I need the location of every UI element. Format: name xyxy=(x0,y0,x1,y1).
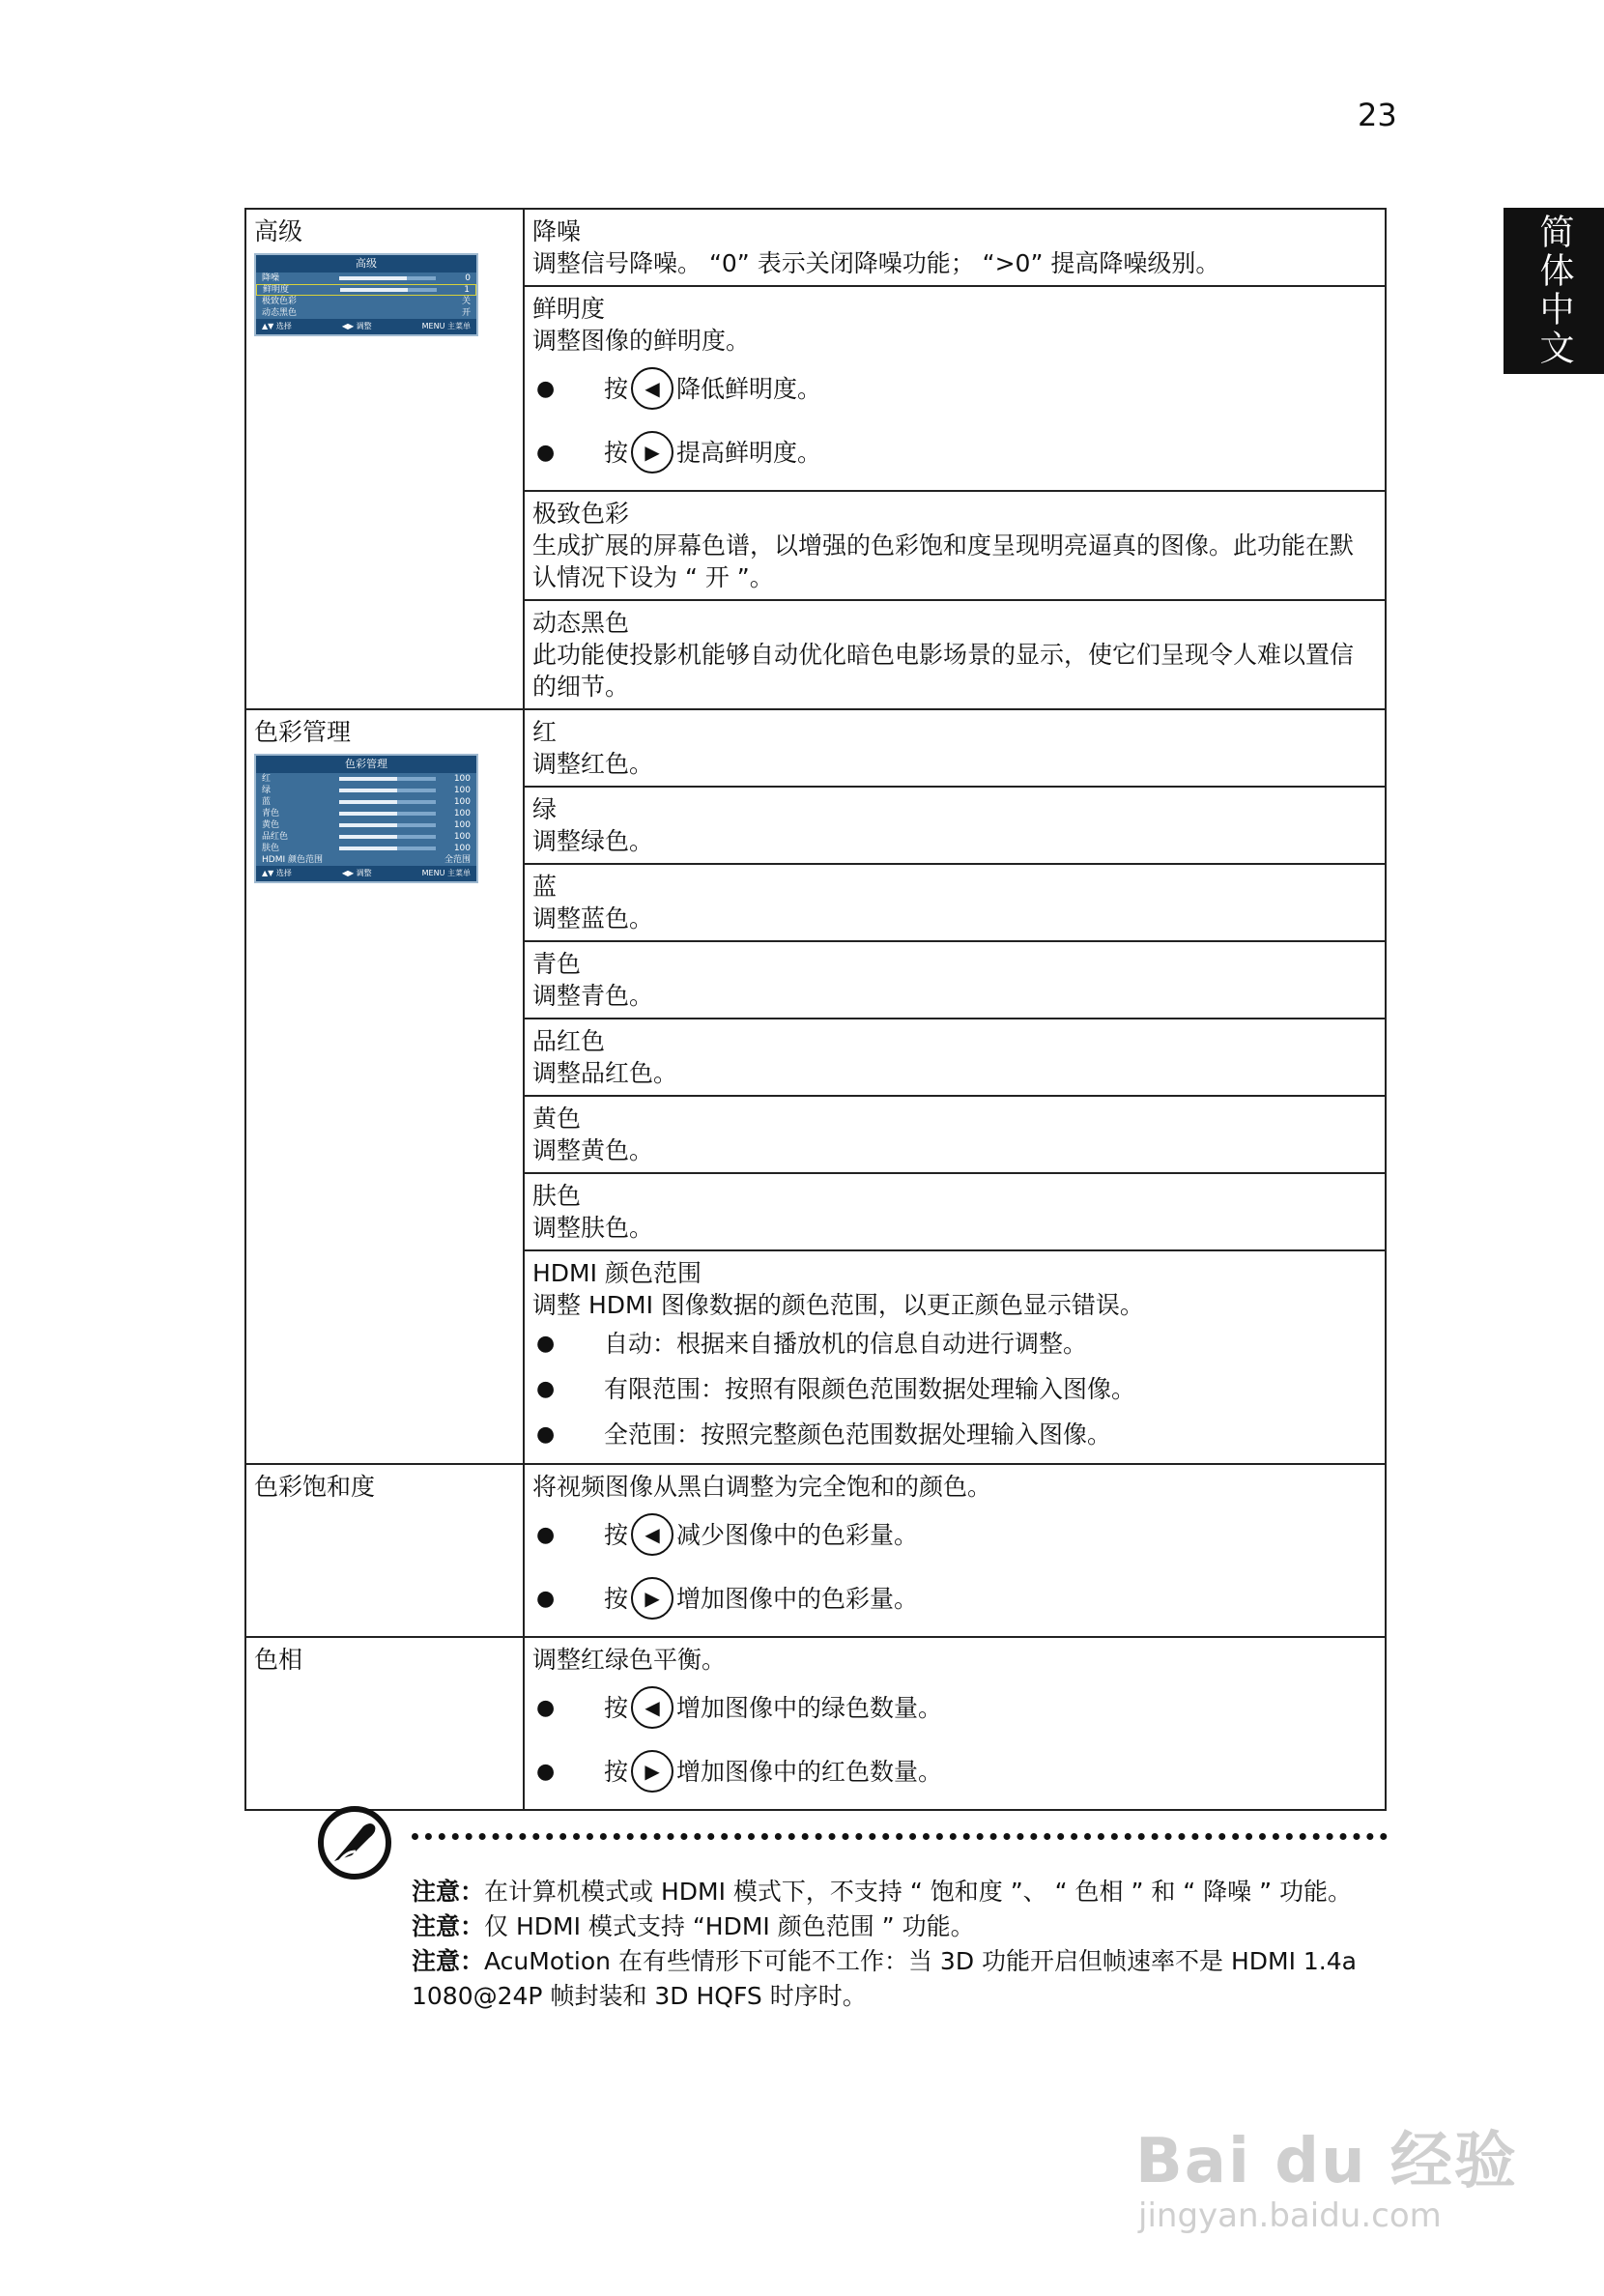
osd-menu-value: 100 xyxy=(453,786,471,795)
description-cell xyxy=(524,1250,1386,1464)
right-arrow-button-icon: ▶ xyxy=(631,1750,673,1793)
note-3 xyxy=(412,1944,1388,2014)
description-cell xyxy=(524,1637,1386,1810)
table-row xyxy=(245,209,1386,286)
note-label: 注意： xyxy=(412,1912,485,1940)
feature-cell xyxy=(245,209,524,709)
osd-slider-fill xyxy=(339,800,397,804)
note-divider xyxy=(412,1833,1388,1840)
feature-title: 色相 xyxy=(254,1646,303,1674)
bullet-text: 减少图像中的色彩量。 xyxy=(676,1520,919,1549)
bullet-text: 增加图像中的红色数量。 xyxy=(676,1757,943,1786)
osd-slider xyxy=(339,800,436,804)
feature-cell xyxy=(245,709,524,1464)
osd-menu-value: 100 xyxy=(453,797,471,807)
osd-menu-screenshot xyxy=(254,253,478,336)
table-row xyxy=(245,709,1386,787)
bullet-text: 全范围：按照完整颜色范围数据处理输入图像。 xyxy=(604,1421,1112,1449)
description-cell xyxy=(524,491,1386,600)
note-1 xyxy=(412,1875,1388,1909)
item-title: 降噪 xyxy=(532,217,582,245)
bullet-item xyxy=(532,1412,1377,1457)
bullet-prefix: 按 xyxy=(604,1757,629,1786)
item-title: 肤色 xyxy=(532,1182,582,1210)
bullet-text: 降低鲜明度。 xyxy=(676,374,822,403)
item-description: 调整蓝色。 xyxy=(532,904,654,933)
left-arrow-button-icon: ◀ xyxy=(631,1686,673,1729)
osd-footer-hint: MENU 主菜单 xyxy=(421,869,471,877)
item-title: 绿 xyxy=(532,795,558,823)
osd-menu-title: 高级 xyxy=(256,255,476,273)
item-description: 调整青色。 xyxy=(532,982,654,1010)
description-cell xyxy=(524,209,1386,286)
bullet-prefix: 按 xyxy=(604,1520,629,1549)
settings-table xyxy=(244,208,1387,1811)
osd-slider xyxy=(339,835,436,839)
bullet-text: 增加图像中的绿色数量。 xyxy=(676,1693,943,1722)
osd-menu-row xyxy=(256,296,476,307)
bullet-item xyxy=(532,1321,1377,1366)
bullet-item xyxy=(532,420,1377,484)
bullet-text: 自动：根据来自播放机的信息自动进行调整。 xyxy=(604,1330,1088,1358)
osd-menu-label: 鲜明度 xyxy=(263,285,290,295)
osd-slider xyxy=(339,823,436,827)
bullet-prefix: 按 xyxy=(604,438,629,467)
note-2 xyxy=(412,1909,1388,1944)
osd-menu-footer xyxy=(256,319,476,334)
item-description: 调整 HDMI 图像数据的颜色范围，以更正颜色显示错误。 xyxy=(532,1291,1144,1319)
note-text: AcuMotion 在有些情形下可能不工作：当 3D 功能开启但帧速率不是 HDMI 1.4a 1080@24P 帧封装和 3D HQFS 时序时。 xyxy=(412,1947,1357,2010)
description-cell xyxy=(524,864,1386,941)
bullet-item xyxy=(532,1566,1377,1630)
osd-slider-fill xyxy=(339,789,397,792)
osd-menu-label: 品红色 xyxy=(262,832,289,842)
osd-slider-fill xyxy=(339,823,397,827)
item-description: 调整黄色。 xyxy=(532,1136,654,1164)
page-number: 23 xyxy=(1358,97,1397,133)
item-description: 调整信号降噪。 “0” 表示关闭降噪功能； “>0” 提高降噪级别。 xyxy=(532,249,1220,277)
bullet-item xyxy=(532,1739,1377,1803)
osd-slider xyxy=(339,276,436,280)
note-label: 注意： xyxy=(412,1878,485,1906)
item-description: 调整肤色。 xyxy=(532,1214,654,1242)
feature-cell xyxy=(245,1637,524,1810)
bullet-item xyxy=(532,1366,1377,1412)
osd-menu-value: 开 xyxy=(461,308,471,318)
item-description: 调整红色。 xyxy=(532,750,654,778)
table-row xyxy=(245,1637,1386,1810)
bullet-item xyxy=(532,1676,1377,1739)
item-description: 生成扩展的屏幕色谱，以增强的色彩饱和度呈现明亮逼真的图像。此功能在默认情况下设为 “ 开 ”。 xyxy=(532,531,1355,591)
description-cell xyxy=(524,709,1386,787)
watermark-logo: Bai du 经验 xyxy=(1135,2126,1518,2197)
language-tab-label: 简体中文 xyxy=(1534,214,1574,368)
osd-slider xyxy=(339,789,436,792)
feature-title: 高级 xyxy=(254,217,303,245)
osd-footer-hint: ▲▼ 选择 xyxy=(262,322,292,330)
watermark-url: jingyan.baidu.com xyxy=(1138,2196,1442,2235)
osd-menu-label: 降噪 xyxy=(262,273,280,283)
osd-menu-row xyxy=(256,819,476,831)
bullet-prefix: 按 xyxy=(604,1584,629,1613)
item-description: 调整红绿色平衡。 xyxy=(532,1646,727,1674)
item-title: 青色 xyxy=(532,950,582,978)
bullet-text: 提高鲜明度。 xyxy=(676,438,822,467)
osd-menu-value: 100 xyxy=(453,774,471,784)
osd-menu-label: 极致色彩 xyxy=(262,297,298,306)
description-cell xyxy=(524,941,1386,1019)
bullet-text: 增加图像中的色彩量。 xyxy=(676,1584,919,1613)
note-text: 在计算机模式或 HDMI 模式下，不支持 “ 饱和度 ”、 “ 色相 ” 和 “ 降噪 ” 功能。 xyxy=(484,1878,1353,1906)
description-cell xyxy=(524,787,1386,864)
osd-footer-hint: ▲▼ 选择 xyxy=(262,869,292,877)
item-description: 此功能使投影机能够自动优化暗色电影场景的显示，使它们呈现令人难以置信的细节。 xyxy=(532,641,1355,701)
osd-menu-row xyxy=(256,773,476,785)
item-title: 动态黑色 xyxy=(532,609,630,637)
osd-footer-hint: ◀▶ 调整 xyxy=(341,322,372,330)
osd-menu-label: 绿 xyxy=(262,786,272,795)
bullet-dot-icon: ● xyxy=(536,1586,556,1611)
osd-menu-row xyxy=(256,808,476,819)
osd-menu-screenshot xyxy=(254,754,478,883)
osd-slider-fill xyxy=(339,276,407,280)
osd-slider-fill xyxy=(339,777,397,781)
description-cell xyxy=(524,1464,1386,1637)
osd-slider xyxy=(340,288,437,292)
description-cell xyxy=(524,1173,1386,1250)
bullet-text: 有限范围：按照有限颜色范围数据处理输入图像。 xyxy=(604,1375,1136,1403)
bullet-item xyxy=(532,357,1377,420)
table-row xyxy=(245,1464,1386,1637)
description-cell xyxy=(524,1019,1386,1096)
osd-menu-label: 红 xyxy=(262,774,272,784)
bullet-dot-icon: ● xyxy=(536,1522,556,1547)
bullet-item xyxy=(532,1503,1377,1566)
item-title: 极致色彩 xyxy=(532,500,630,528)
item-title: 黄色 xyxy=(532,1105,582,1133)
item-title: HDMI 颜色范围 xyxy=(532,1259,702,1287)
osd-menu-title: 色彩管理 xyxy=(256,756,476,773)
bullet-dot-icon: ● xyxy=(536,1695,556,1720)
osd-menu-label: 肤色 xyxy=(262,844,280,853)
osd-menu-row xyxy=(256,854,476,866)
note-pen-icon xyxy=(317,1805,392,1880)
item-title: 鲜明度 xyxy=(532,295,606,323)
feature-cell xyxy=(245,1464,524,1637)
osd-menu-row xyxy=(256,273,476,284)
description-cell xyxy=(524,286,1386,491)
feature-title: 色彩饱和度 xyxy=(254,1473,376,1501)
osd-menu-value: 100 xyxy=(453,832,471,842)
item-description: 将视频图像从黑白调整为完全饱和的颜色。 xyxy=(532,1473,992,1501)
osd-slider xyxy=(339,847,436,850)
osd-menu-value: 100 xyxy=(453,844,471,853)
right-arrow-button-icon: ▶ xyxy=(631,431,673,474)
osd-menu-label: 黄色 xyxy=(262,820,280,830)
item-title: 蓝 xyxy=(532,873,558,901)
left-arrow-button-icon: ◀ xyxy=(631,1513,673,1556)
osd-slider-fill xyxy=(339,812,397,816)
right-arrow-button-icon: ▶ xyxy=(631,1577,673,1620)
item-description: 调整图像的鲜明度。 xyxy=(532,327,751,355)
bullet-prefix: 按 xyxy=(604,374,629,403)
osd-menu-row xyxy=(256,307,476,319)
bullet-dot-icon: ● xyxy=(536,1332,556,1356)
osd-menu-value: 1 xyxy=(464,285,470,295)
item-description: 调整绿色。 xyxy=(532,827,654,855)
feature-title: 色彩管理 xyxy=(254,718,352,746)
osd-menu-label: 蓝 xyxy=(262,797,272,807)
osd-slider xyxy=(339,812,436,816)
item-description: 调整品红色。 xyxy=(532,1059,678,1087)
osd-menu-value: 关 xyxy=(461,297,471,306)
bullet-prefix: 按 xyxy=(604,1693,629,1722)
baidu-watermark xyxy=(1135,2053,1522,2247)
osd-slider-fill xyxy=(339,847,397,850)
osd-slider xyxy=(339,777,436,781)
item-title: 红 xyxy=(532,718,558,746)
osd-menu-value: 100 xyxy=(453,809,471,818)
osd-menu-row xyxy=(256,843,476,854)
osd-menu-value: 0 xyxy=(465,273,471,283)
osd-footer-hint: MENU 主菜单 xyxy=(421,322,471,330)
description-cell xyxy=(524,1096,1386,1173)
bullet-dot-icon: ● xyxy=(536,1377,556,1401)
osd-slider-fill xyxy=(339,835,397,839)
notes-block xyxy=(412,1875,1388,2014)
osd-menu-row xyxy=(256,796,476,808)
osd-slider-fill xyxy=(340,288,408,292)
osd-menu-row xyxy=(256,831,476,843)
osd-menu-label: 动态黑色 xyxy=(262,308,298,318)
osd-menu-row xyxy=(256,284,476,296)
bullet-dot-icon: ● xyxy=(536,376,556,401)
item-title: 品红色 xyxy=(532,1027,606,1055)
osd-menu-value: 100 xyxy=(453,820,471,830)
left-arrow-button-icon: ◀ xyxy=(631,367,673,410)
bullet-dot-icon: ● xyxy=(536,440,556,465)
osd-menu-value: 全范围 xyxy=(444,855,471,865)
bullet-dot-icon: ● xyxy=(536,1422,556,1447)
osd-menu-row xyxy=(256,785,476,796)
note-text: 仅 HDMI 模式支持 “HDMI 颜色范围 ” 功能。 xyxy=(484,1912,975,1940)
bullet-dot-icon: ● xyxy=(536,1759,556,1784)
note-label: 注意： xyxy=(412,1947,485,1975)
osd-menu-label: HDMI 颜色范围 xyxy=(262,855,323,865)
description-cell xyxy=(524,600,1386,709)
language-tab xyxy=(1504,208,1604,374)
osd-footer-hint: ◀▶ 调整 xyxy=(341,869,372,877)
osd-menu-footer xyxy=(256,866,476,881)
osd-menu-label: 青色 xyxy=(262,809,280,818)
